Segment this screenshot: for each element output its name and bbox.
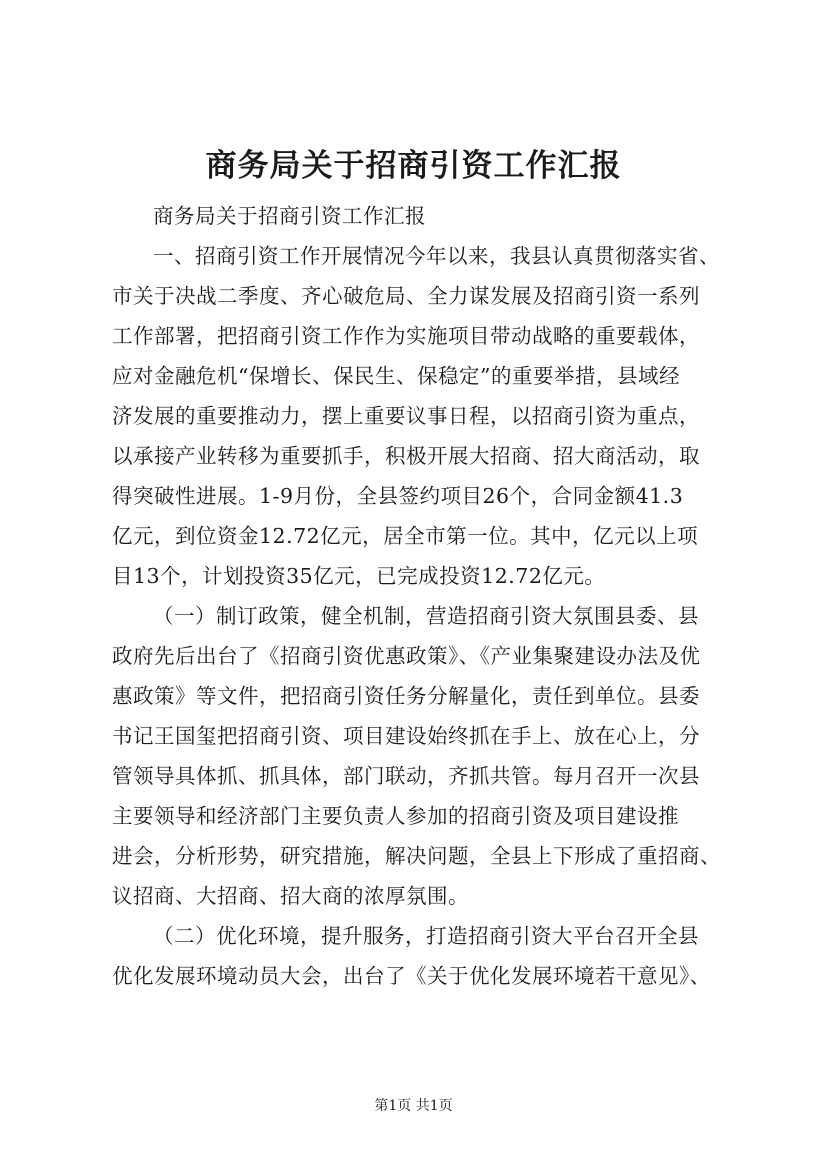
body-line: 进会，分析形势，研究措施，解决问题，全县上下形成了重招商、 — [112, 844, 721, 868]
document-title: 商务局关于招商引资工作汇报 — [205, 148, 622, 184]
body-line: 主要领导和经济部门主要负责人参加的招商引资及项目建设推 — [112, 804, 679, 828]
body-line: 以承接产业转移为重要抓手，积极开展大招商、招大商活动，取 — [112, 444, 700, 468]
body-line: 议招商、大招商、招大商的浓厚氛围。 — [112, 884, 469, 908]
body-line: 管领导具体抓、抓具体，部门联动，齐抓共管。每月召开一次县 — [112, 764, 700, 788]
body-line: 市关于决战二季度、齐心破危局、全力谋发展及招商引资一系列 — [112, 284, 700, 308]
body-line: 济发展的重要推动力，摆上重要议事日程，以招商引资为重点， — [112, 404, 700, 428]
document-body — [112, 196, 732, 996]
body-line: （二）优化环境，提升服务，打造招商引资大平台召开全县 — [153, 924, 699, 948]
body-line: 应对金融危机“保增长、保民生、保稳定”的重要举措，县域经 — [112, 364, 680, 388]
body-line: 工作部署，把招商引资工作作为实施项目带动战略的重要载体， — [112, 324, 700, 348]
body-line: 惠政策》等文件，把招商引资任务分解量化，责任到单位。县委 — [112, 684, 700, 708]
body-line: 目13个，计划投资35亿元，已完成投资12.72亿元。 — [112, 564, 606, 588]
body-line: 商务局关于招商引资工作汇报 — [153, 204, 426, 228]
body-line: 政府先后出台了《招商引资优惠政策》、《产业集聚建设办法及优 — [112, 644, 701, 668]
page-footer: 第1页 共1页 — [374, 1098, 453, 1114]
body-line: 书记王国玺把招商引资、项目建设始终抓在手上、放在心上，分 — [112, 724, 700, 748]
body-line: 优化发展环境动员大会，出台了《关于优化发展环境若干意见》、 — [112, 964, 711, 988]
body-line: 一、招商引资工作开展情况今年以来，我县认真贯彻落实省、 — [153, 244, 720, 268]
body-line: 亿元，到位资金12.72亿元，居全市第一位。其中，亿元以上项 — [112, 524, 699, 548]
body-line: （一）制订政策，健全机制，营造招商引资大氛围县委、县 — [153, 604, 699, 628]
body-line: 得突破性进展。1-9月份，全县签约项目26个，合同金额41.3 — [112, 484, 684, 508]
